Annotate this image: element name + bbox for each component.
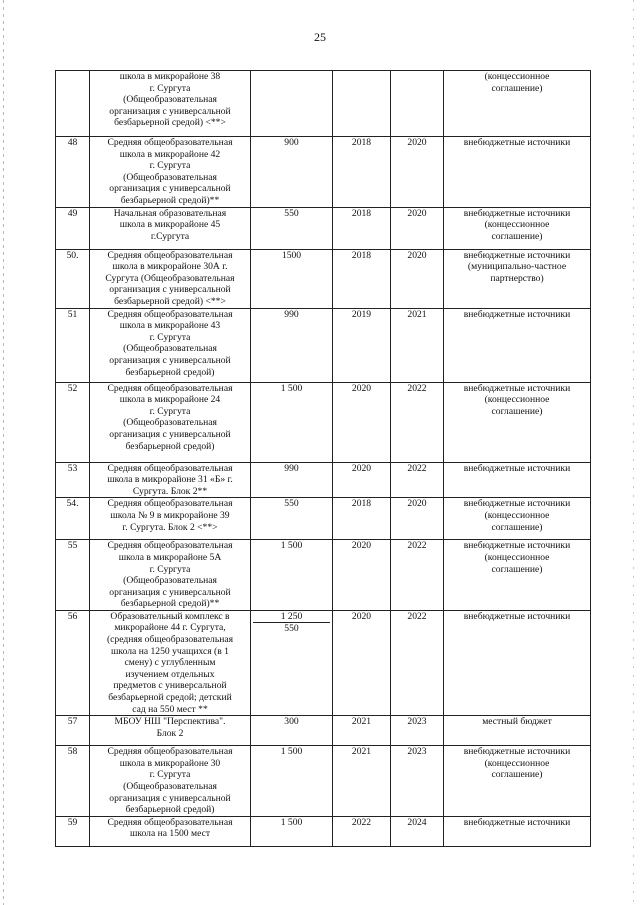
- table-row: [56, 816, 591, 846]
- table-row: [56, 716, 591, 746]
- object-name-cell: МБОУ НШ "Перспектива". Блок 2: [90, 716, 251, 746]
- row-number-cell: 49: [56, 207, 90, 249]
- start-year-cell: 2019: [333, 308, 391, 382]
- capacity-value: 1 500: [280, 382, 303, 394]
- capacity-cell: [251, 610, 333, 715]
- object-name-cell: Образовательный комплекс в микрорайоне 44 г. Сургута, (средняя общеобразовательная школа на 1250 учащихся (в 1 смену) с углубленным изучением отдельных предметов с универсальной безбарьерной средой; детский сад на 550 мест **: [90, 610, 251, 715]
- end-year-cell: 2020: [391, 498, 444, 540]
- table-row: [56, 498, 591, 540]
- end-year-cell: 2022: [391, 540, 444, 611]
- construction-table: [55, 70, 591, 847]
- row-number-cell: 52: [56, 382, 90, 462]
- row-number-cell: 50.: [56, 249, 90, 308]
- table-row: [56, 462, 591, 498]
- funding-source-cell: внебюджетные источники: [444, 308, 591, 382]
- capacity-value: 1 500: [280, 746, 303, 758]
- capacity-value: 1500: [281, 249, 302, 261]
- object-name-cell: школа в микрорайоне 38 г. Сургута (Общеобразовательная организация с универсальной безбарьерной средой) <**>: [90, 71, 251, 137]
- row-number-cell: 48: [56, 137, 90, 208]
- funding-source-cell: внебюджетные источники (концессионное соглашение): [444, 746, 591, 817]
- row-number-cell: 56: [56, 610, 90, 715]
- funding-source-cell: внебюджетные источники (концессионное соглашение): [444, 498, 591, 540]
- funding-source-cell: (концессионное соглашение): [444, 71, 591, 137]
- capacity-value: 550: [284, 207, 299, 219]
- end-year-cell: 2023: [391, 746, 444, 817]
- capacity-cell: [251, 746, 333, 817]
- capacity-cell: [251, 207, 333, 249]
- scan-edge-left: [3, 0, 4, 905]
- row-number-cell: [56, 71, 90, 137]
- table-row: [56, 540, 591, 611]
- end-year-cell: 2022: [391, 382, 444, 462]
- row-number-cell: 58: [56, 746, 90, 817]
- table-row: [56, 746, 591, 817]
- start-year-cell: 2021: [333, 746, 391, 817]
- capacity-cell: [251, 462, 333, 498]
- funding-source-cell: внебюджетные источники: [444, 610, 591, 715]
- start-year-cell: 2022: [333, 816, 391, 846]
- start-year-cell: 2020: [333, 382, 391, 462]
- end-year-cell: 2021: [391, 308, 444, 382]
- capacity-cell: [251, 716, 333, 746]
- funding-source-cell: внебюджетные источники (концессионное соглашение): [444, 382, 591, 462]
- start-year-cell: 2021: [333, 716, 391, 746]
- capacity-cell: [251, 137, 333, 208]
- table-row: [56, 71, 591, 137]
- capacity-value: 1 500: [280, 816, 303, 828]
- object-name-cell: Средняя общеобразовательная школа в микрорайоне 24 г. Сургута (Общеобразовательная организация с универсальной безбарьерной средой): [90, 382, 251, 462]
- capacity-value: 1 500: [280, 540, 303, 552]
- capacity-value: 900: [284, 137, 299, 148]
- capacity-value: 550: [284, 498, 299, 510]
- start-year-cell: 2018: [333, 207, 391, 249]
- object-name-cell: Средняя общеобразовательная школа в микрорайоне 43 г. Сургута (Общеобразовательная организация с универсальной безбарьерной средой): [90, 308, 251, 382]
- capacity-school: 1 250: [253, 611, 330, 624]
- capacity-cell: [251, 540, 333, 611]
- end-year-cell: 2020: [391, 137, 444, 208]
- table-row: [56, 308, 591, 382]
- row-number-cell: 54.: [56, 498, 90, 540]
- end-year-cell: [391, 71, 444, 137]
- table-row: [56, 610, 591, 715]
- end-year-cell: 2023: [391, 716, 444, 746]
- table-row: [56, 137, 591, 208]
- capacity-cell: [251, 498, 333, 540]
- page-number: 25: [314, 30, 326, 44]
- start-year-cell: 2020: [333, 610, 391, 715]
- capacity-kindergarten: 550: [284, 623, 299, 635]
- table-row: [56, 207, 591, 249]
- capacity-cell: [251, 382, 333, 462]
- start-year-cell: 2018: [333, 498, 391, 540]
- capacity-cell: [251, 249, 333, 308]
- object-name-cell: Средняя общеобразовательная школа в микрорайоне 31 «Б» г. Сургута. Блок 2**: [90, 462, 251, 498]
- capacity-cell: [251, 816, 333, 846]
- table-row: [56, 382, 591, 462]
- funding-source-cell: внебюджетные источники: [444, 816, 591, 846]
- object-name-cell: Средняя общеобразовательная школа № 9 в микрорайоне 39 г. Сургута. Блок 2 <**>: [90, 498, 251, 540]
- row-number-cell: 55: [56, 540, 90, 611]
- end-year-cell: 2024: [391, 816, 444, 846]
- funding-source-cell: внебюджетные источники: [444, 137, 591, 208]
- start-year-cell: 2020: [333, 462, 391, 498]
- object-name-cell: Средняя общеобразовательная школа в микрорайоне 5А г. Сургута (Общеобразовательная организация с универсальной безбарьерной средой)**: [90, 540, 251, 611]
- start-year-cell: 2018: [333, 249, 391, 308]
- table-row: [56, 249, 591, 308]
- start-year-cell: [333, 71, 391, 137]
- capacity-value: 990: [284, 308, 299, 320]
- object-name-cell: Средняя общеобразовательная школа на 1500 мест: [90, 816, 251, 846]
- end-year-cell: 2020: [391, 207, 444, 249]
- object-name-cell: Средняя общеобразовательная школа в микрорайоне 42 г. Сургута (Общеобразовательная организация с универсальной безбарьерной средой)**: [90, 137, 251, 208]
- end-year-cell: 2022: [391, 610, 444, 715]
- start-year-cell: 2018: [333, 137, 391, 208]
- end-year-cell: 2022: [391, 462, 444, 498]
- capacity-value: 990: [284, 462, 299, 474]
- row-number-cell: 57: [56, 716, 90, 746]
- object-name-cell: Средняя общеобразовательная школа в микрорайоне 30 г. Сургута (Общеобразовательная организация с универсальной безбарьерной средой): [90, 746, 251, 817]
- end-year-cell: 2020: [391, 249, 444, 308]
- row-number-cell: 53: [56, 462, 90, 498]
- funding-source-cell: внебюджетные источники (концессионное соглашение): [444, 540, 591, 611]
- row-number-cell: 51: [56, 308, 90, 382]
- start-year-cell: 2020: [333, 540, 391, 611]
- capacity-value: 300: [284, 716, 299, 728]
- funding-source-cell: местный бюджет: [444, 716, 591, 746]
- capacity-cell: [251, 308, 333, 382]
- funding-source-cell: внебюджетные источники (муниципально-частное партнерство): [444, 249, 591, 308]
- object-name-cell: Начальная образовательная школа в микрорайоне 45 г.Сургута: [90, 207, 251, 249]
- funding-source-cell: внебюджетные источники: [444, 462, 591, 498]
- funding-source-cell: внебюджетные источники (концессионное соглашение): [444, 207, 591, 249]
- object-name-cell: Средняя общеобразовательная школа в микрорайоне 30А г. Сургута (Общеобразовательная организация с универсальной безбарьерной средой) <**>: [90, 249, 251, 308]
- capacity-cell: [251, 71, 333, 137]
- scan-edge-right: [633, 0, 634, 905]
- row-number-cell: 59: [56, 816, 90, 846]
